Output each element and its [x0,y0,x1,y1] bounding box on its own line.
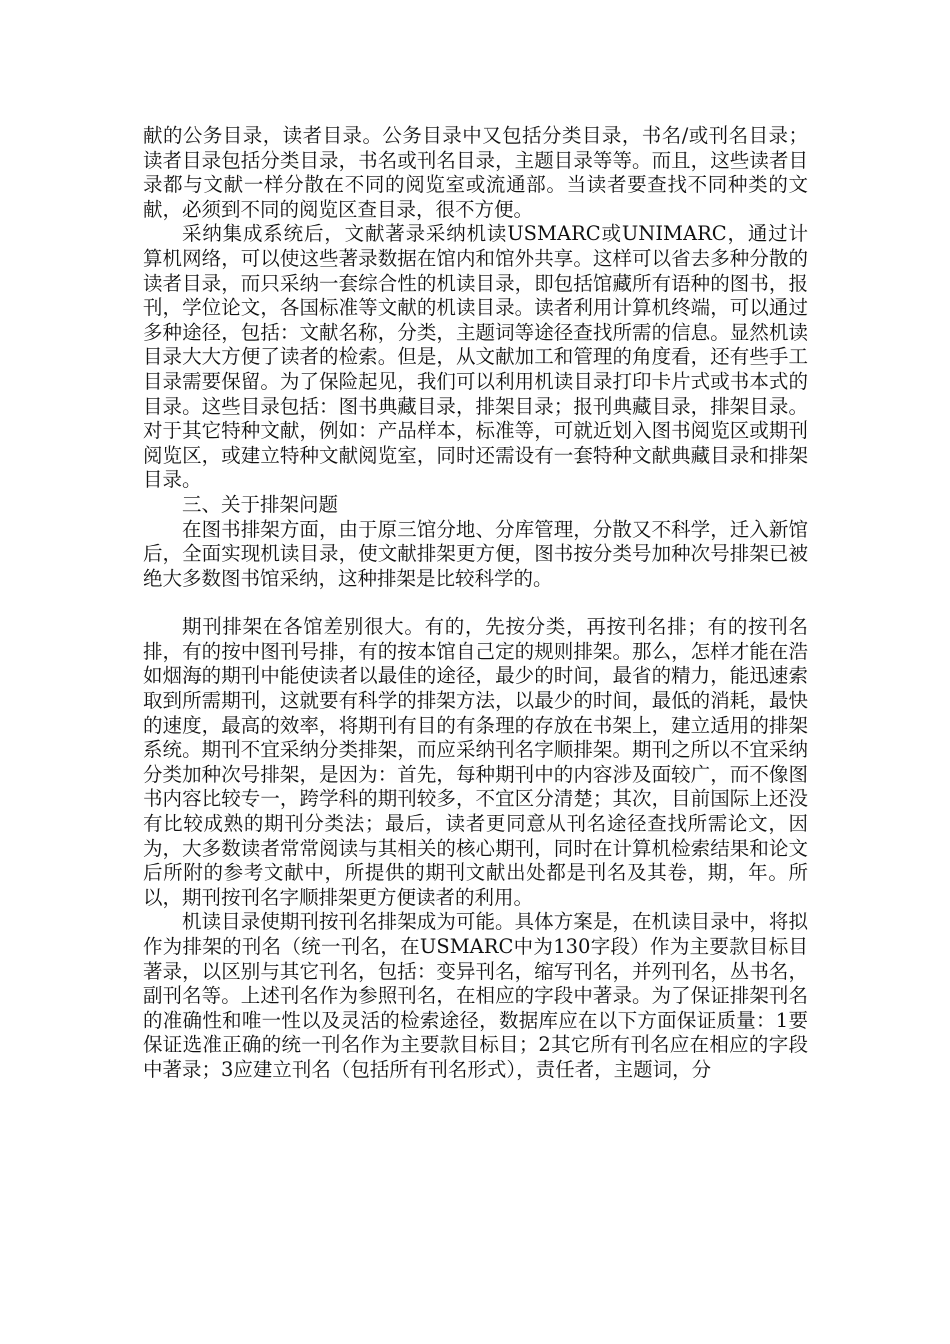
body-text [143,124,808,1083]
section-heading-shelving: 三、关于排架问题 [182,492,339,516]
paragraph-machine-readable-catalog: 机读目录使期刊按刊名排架成为可能。具体方案是，在机读目录中，将拟作为排架的刊名（统一刊名，在USMARC中为130字段）作为主要款目标目著录，以区别与其它刊名，包括：变异刊名，缩写刊名，并列刊名，丛书名，副刊名等。上述刊名作为参照刊名，在相应的字段中著录。为了保证排架刊名的准确性和唯一性以及灵活的检索途径，数据库应在以下方面保证质量：1要保证选准正确的统一刊名作为主要款目标目；2其它所有刊名应在相应的字段中著录；3应建立刊名（包括所有刊名形式），责任者，主题词，分 [143,910,808,1081]
paragraph-book-shelving: 在图书排架方面，由于原三馆分地、分库管理，分散又不科学，迁入新馆后，全面实现机读目录，使文献排架更方便，图书按分类号加种次号排架已被绝大多数图书馆采纳，这种排架是比较科学的。 [143,517,808,590]
paragraph-periodical-shelving: 期刊排架在各馆差别很大。有的，先按分类，再按刊名排；有的按刊名排，有的按中图刊号排，有的按本馆自己定的规则排架。那么，怎样才能在浩如烟海的期刊中能使读者以最佳的途径，最少的时间，最省的精力，能迅速索取到所需期刊，这就要有科学的排架方法，以最少的时间，最低的消耗，最快的速度，最高的效率，将期刊有目的有条理的存放在书架上，建立适用的排架系统。期刊不宜采纳分类排架，而应采纳刊名字顺排架。期刊之所以不宜采纳分类加种次号排架，是因为：首先，每种期刊中的内容涉及面较广，而不像图书内容比较专一，跨学科的期刊较多，不宜区分清楚；其次，目前国际上还没有比较成熟的期刊分类法；最后，读者更同意从刊名途径查找所需论文，因为，大多数读者常常阅读与其相关的核心期刊，同时在计算机检索结果和论文后所附的参考文献中，所提供的期刊文献出处都是刊名及其卷，期，年。所以，期刊按刊名字顺排架更方便读者的利用。 [143,615,808,909]
paragraph-catalog-continuation: 献的公务目录，读者目录。公务目录中又包括分类目录，书名/或刊名目录；读者目录包括分类目录，书名或刊名目录，主题目录等等。而且，这些读者目录都与文献一样分散在不同的阅览室或流通部。当读者要查找不同种类的文献，必须到不同的阅览区查目录，很不方便。 [143,124,808,221]
paragraph-integrated-system: 采纳集成系统后，文献著录采纳机读USMARC或UNIMARC，通过计算机网络，可以使这些著录数据在馆内和馆外共享。这样可以省去多种分散的读者目录，而只采纳一套综合性的机读目录，即包括馆藏所有语种的图书，报刊，学位论文，各国标准等文献的机读目录。读者利用计算机终端，可以通过多种途径，包括：文献名称，分类，主题词等途径查找所需的信息。显然机读目录大大方便了读者的检索。但是，从文献加工和管理的角度看，还有些手工目录需要保留。为了保险起见，我们可以利用机读目录打印卡片式或书本式的目录。这些目录包括：图书典藏目录，排架目录；报刊典藏目录，排架目录。对于其它特种文献，例如：产品样本，标准等，可就近划入图书阅览区或期刊阅览区，或建立特种文献阅览室，同时还需设有一套特种文献典藏目录和排架目录。 [143,222,808,492]
